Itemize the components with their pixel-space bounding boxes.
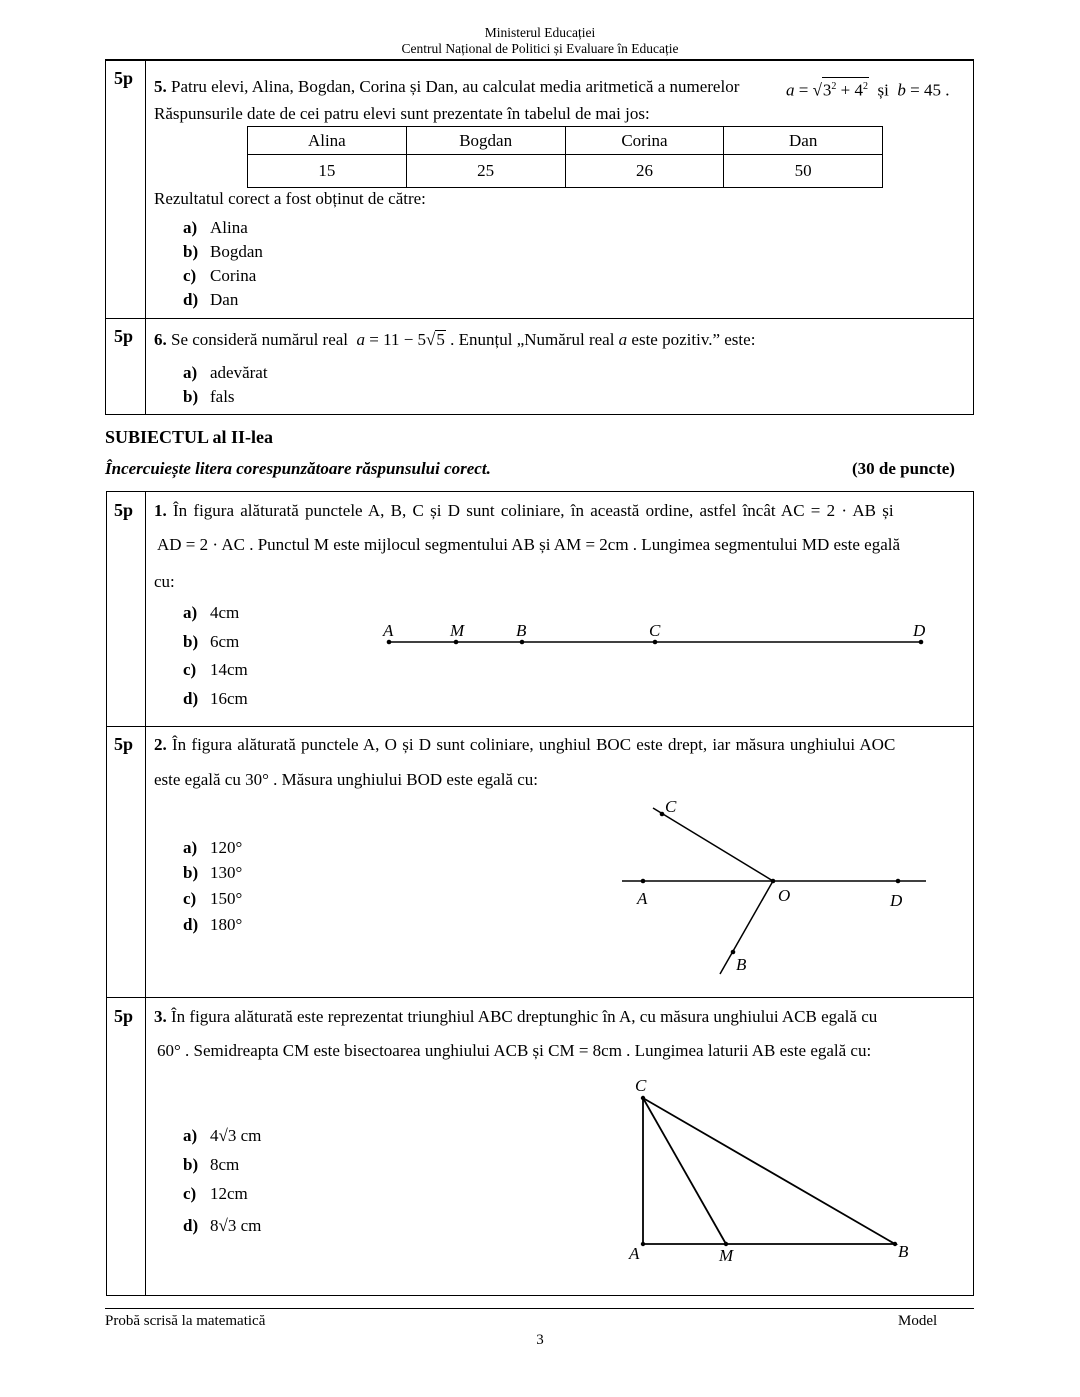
ii-q3-line2: 60° . Semidreapta CM este bisectoarea unghiului ACB și CM = 8cm . Lungimea laturii AB este egală cu: — [157, 1041, 872, 1060]
table-header-row — [248, 127, 883, 155]
point-label-o: O — [778, 886, 791, 905]
point-label-a: A — [637, 889, 648, 908]
question-divider — [106, 726, 974, 727]
table-header-cell: Bogdan — [406, 127, 565, 155]
ii-q2-option-b[interactable]: b) 130° — [183, 863, 243, 882]
q5-math: $a = √3^2 + 4^2$ și b = 45 . — [786, 77, 949, 101]
q5-number: 5. — [154, 77, 167, 96]
ii-q3-option-b[interactable]: b) 8cm — [183, 1155, 240, 1174]
ii-q1-option-d[interactable]: d) 16cm — [183, 689, 248, 708]
ii-q2-option-c[interactable]: c) 150° — [183, 889, 243, 908]
page-number: 3 — [536, 1332, 544, 1348]
point-label-c: C — [665, 797, 677, 816]
point-label-m: M — [450, 621, 465, 640]
q6-number: 6. — [154, 330, 167, 349]
ii-q3-points: 5p — [114, 1006, 134, 1026]
footer-exam-name: Probă scrisă la matematică — [105, 1313, 266, 1329]
ii-q1-line1: 1. În figura alăturată punctele A, B, C și D sunt coliniare, în această ordine, astfel încât AC = 2 · AB și — [154, 501, 894, 520]
ii-q1-points: 5p — [114, 500, 134, 520]
point-label-m: M — [719, 1246, 734, 1265]
table-row — [248, 155, 883, 188]
table-header-cell: Corina — [565, 127, 724, 155]
points-column-divider — [145, 491, 146, 1296]
point-label-c: C — [649, 621, 661, 640]
ii-q1-option-b[interactable]: b) 6cm — [183, 632, 240, 651]
table-cell: 50 — [724, 155, 883, 188]
ii-q1-line2: AD = 2 · AC . Punctul M este mijlocul segmentului AB și AM = 2cm . Lungimea segmentului MD este egală — [157, 535, 901, 554]
ii-q2-points: 5p — [114, 734, 134, 754]
point-label-a: A — [629, 1244, 640, 1263]
ii-q3-option-c[interactable]: c) 12cm — [183, 1184, 248, 1203]
collinear-points-figure — [370, 615, 940, 655]
point-label-b: B — [516, 621, 527, 640]
q5-table-intro: Răspunsurile date de cei patru elevi sunt prezentate în tabelul de mai jos: — [154, 104, 650, 123]
point-label-b: B — [898, 1242, 909, 1261]
table-cell: 15 — [248, 155, 407, 188]
center-title: Centrul Național de Politici și Evaluare în Educație — [401, 41, 679, 56]
table-cell: 25 — [406, 155, 565, 188]
q6-option-a[interactable]: a) adevărat — [183, 363, 268, 382]
q5-option-b[interactable]: b) Bogdan — [183, 242, 263, 261]
points-column-divider — [145, 60, 146, 415]
question-divider — [105, 318, 974, 319]
section-instruction: Încercuiește litera corespunzătoare răspunsului corect. — [105, 459, 491, 478]
section-title: SUBIECTUL al II-lea — [105, 427, 274, 447]
q5-option-d[interactable]: d) Dan — [183, 290, 239, 309]
footer-model: Model — [898, 1313, 938, 1329]
angle-figure — [610, 790, 940, 985]
q5-text: Patru elevi, Alina, Bogdan, Corina și Dan, au calculat media aritmetică a numerelor — [171, 77, 740, 96]
ii-q1-option-a[interactable]: a) 4cm — [183, 603, 240, 622]
point-label-d: D — [890, 891, 903, 910]
table-header-cell: Alina — [248, 127, 407, 155]
point-label-c: C — [635, 1076, 647, 1095]
point-label-a: A — [383, 621, 394, 640]
ii-q2-option-d[interactable]: d) 180° — [183, 915, 243, 934]
q6-math: a = 11 − 5√5 — [356, 330, 445, 349]
ii-q1-option-c[interactable]: c) 14cm — [183, 660, 248, 679]
ii-q1-line3: cu: — [154, 572, 175, 591]
question-divider — [106, 997, 974, 998]
ii-q3-option-a[interactable]: a) 4√3 cm — [183, 1126, 262, 1145]
ii-q2-option-a[interactable]: a) 120° — [183, 838, 243, 857]
ii-q3-line1: 3. În figura alăturată este reprezentat triunghiul ABC dreptunghic în A, cu măsura unghiului ACB egală cu — [154, 1007, 878, 1026]
ministry-title: Ministerul Educației — [484, 25, 596, 40]
q5-and: și — [877, 80, 889, 100]
table-cell: 26 — [565, 155, 724, 188]
point-label-b: B — [736, 955, 747, 974]
ii-q3-option-d[interactable]: d) 8√3 cm — [183, 1216, 262, 1235]
ii-q2-line2: este egală cu 30° . Măsura unghiului BOD este egală cu: — [154, 770, 538, 789]
q5-statement — [154, 77, 739, 97]
footer-rule — [105, 1308, 974, 1309]
table-header-cell: Dan — [724, 127, 883, 155]
q5-answers-table — [247, 126, 883, 188]
point-label-d: D — [913, 621, 926, 640]
q6-points: 5p — [114, 326, 134, 346]
triangle-figure — [620, 1072, 920, 1272]
q5-option-a[interactable]: a) Alina — [183, 218, 248, 237]
q5-prompt: Rezultatul corect a fost obținut de către: — [154, 189, 426, 208]
q6-option-b[interactable]: b) fals — [183, 387, 235, 406]
q6-statement: 6. Se consideră numărul real a = 11 − 5√5 . Enunțul „Numărul real a este pozitiv.” este: — [154, 330, 756, 349]
q5-points: 5p — [114, 68, 134, 88]
ii-q2-line1: 2. În figura alăturată punctele A, O și D sunt coliniare, unghiul BOC este drept, iar măsura unghiului AOC — [154, 735, 896, 754]
section-points: (30 de puncte) — [852, 459, 955, 478]
q5-option-c[interactable]: c) Corina — [183, 266, 257, 285]
